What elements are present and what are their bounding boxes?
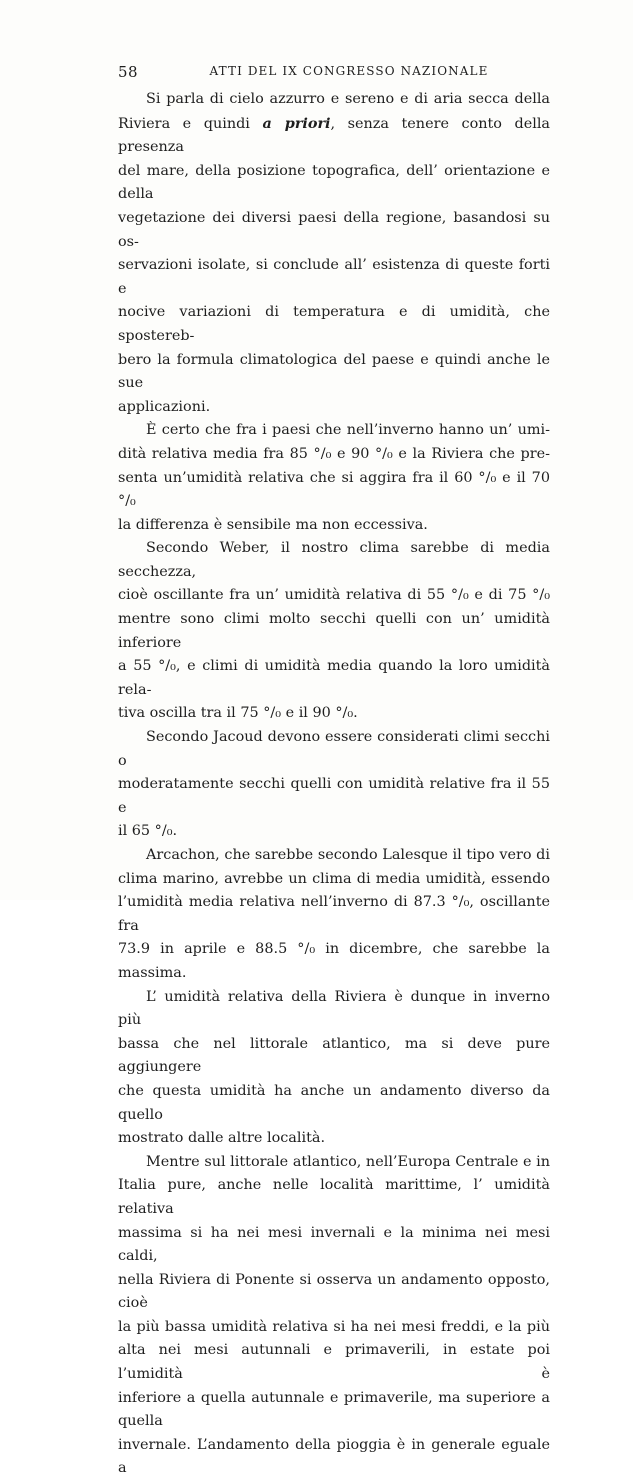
text-line: il 65 °/₀. [118, 823, 178, 840]
text-line: tiva oscilla tra il 75 °/₀ e il 90 °/₀. [118, 705, 358, 722]
text-line: Riviera e quindi a priori, senza tenere conto della presenza [118, 114, 551, 156]
text-line: cioè oscillante fra un’ umidità relativa di 55 °/₀ e di 75 °/₀ [118, 587, 550, 604]
paragraph [118, 986, 550, 1151]
text-line: applicazioni. [118, 398, 211, 415]
paragraph [118, 88, 550, 419]
text-line: l’umidità media relativa nell’inverno di 87.3 °/₀, oscillante fra [118, 894, 550, 934]
text-line: nella Riviera di Ponente si osserva un andamento opposto, cioè [118, 1271, 550, 1312]
running-title: ATTI DEL IX CONGRESSO NAZIONALE [209, 64, 489, 78]
text-line: L’ umidità relativa della Riviera è dunque in inverno più [118, 988, 550, 1029]
body-text [118, 88, 550, 1481]
paragraph [118, 419, 550, 537]
text-line: 73.9 in aprile e 88.5 °/₀ in dicembre, che sarebbe la massima. [118, 941, 550, 981]
text-line: servazioni isolate, si conclude all’ esistenza di queste forti e [118, 257, 550, 297]
text-line: massima si ha nei mesi invernali e la minima nei mesi caldi, [118, 1224, 550, 1265]
text-line: del mare, della posizione topografica, dell’ orientazione e della [118, 162, 550, 203]
text-line: vegetazione dei diversi paesi della regione, basandosi su os- [118, 209, 550, 250]
text-line: la differenza è sensibile ma non eccessiva. [118, 516, 428, 533]
paragraph [118, 844, 550, 986]
page-number: 58 [118, 63, 139, 81]
paragraph [118, 726, 550, 844]
text-line: inferiore a quella autunnale e primaverile, ma superiore a quella [118, 1389, 550, 1430]
paragraph [118, 537, 550, 726]
page-header [118, 63, 550, 85]
text-line: la più bassa umidità relativa si ha nei mesi freddi, e la più [118, 1318, 550, 1335]
text-line: senta un’umidità relativa che si aggira fra il 60 °/₀ e il 70 °/₀ [118, 469, 550, 510]
text-line: alta nei mesi autunnali e primaverili, in estate poi l’umidità è [118, 1342, 550, 1383]
text-line: che questa umidità ha anche un andamento diverso da quello [118, 1082, 550, 1123]
text-line: invernale. L’andamento della pioggia è in generale eguale a [118, 1436, 550, 1477]
text-line: Si parla di cielo azzurro e sereno e di aria secca della [146, 91, 550, 107]
text-line: mentre sono climi molto secchi quelli con un’ umidità inferiore [118, 611, 550, 651]
text-line: Mentre sul littorale atlantico, nell’Europa Centrale e in [146, 1153, 550, 1170]
text-line: È certo che fra i paesi che nell’inverno hanno un’ umi- [146, 422, 550, 439]
text-line: Secondo Weber, il nostro clima sarebbe di media secchezza, [118, 540, 550, 580]
text-line: a 55 °/₀, e climi di umidità media quando la loro umidità rela- [118, 658, 550, 698]
text-line: bassa che nel littorale atlantico, ma si deve pure aggiungere [118, 1035, 550, 1076]
text-line: dità relativa media fra 85 °/₀ e 90 °/₀ e la Riviera che pre- [118, 445, 550, 462]
text-line: Arcachon, che sarebbe secondo Lalesque il tipo vero di [146, 847, 550, 863]
text-line: mostrato dalle altre località. [118, 1130, 326, 1147]
text-line: Italia pure, anche nelle località marittime, l’ umidità relativa [118, 1177, 550, 1217]
text-line: Secondo Jacoud devono essere considerati climi secchi o [118, 729, 550, 769]
text-line: moderatamente secchi quelli con umidità relative fra il 55 e [118, 776, 550, 816]
text-line: nocive variazioni di temperatura e di umidità, che spostereb- [118, 304, 550, 344]
paragraph [118, 1151, 550, 1481]
text-line: bero la formula climatologica del paese e quindi anche le sue [118, 351, 550, 392]
emphasis: a priori [262, 114, 331, 132]
text-line: clima marino, avrebbe un clima di media umidità, essendo [118, 870, 550, 887]
